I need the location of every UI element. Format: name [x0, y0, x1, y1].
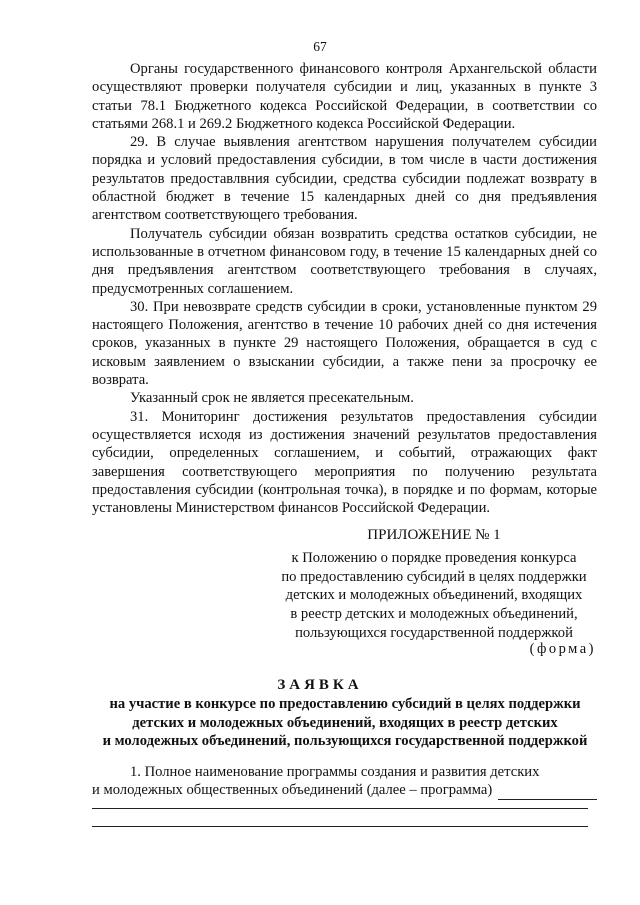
appendix-header — [270, 526, 598, 642]
paragraph-30: 30. При невозврате средств субсидии в сроки, установленные пунктом 29 настоящего Положения, агентство в течение 10 рабочих дней со дня истечения сроков, указанных в пункте 29 настоящего Положения, обращается в суд с исковым заявлением о взыскании субсидии, а также пени за просрочку ее возврата. — [92, 298, 597, 389]
item-1-text-line-2: и молодежных общественных объединений (далее – программа) — [92, 782, 493, 799]
program-name-fill-line[interactable] — [498, 785, 597, 800]
item-1-text-line-2-row — [92, 781, 597, 799]
paragraph-31: 31. Мониторинг достижения результатов предоставления субсидии осуществляется исходя из достижения значений результатов предоставления субсидии, определенных соглашением, и событий, отражающих факт завершения соответствующего мероприятия по получению результата предоставления субсидии (контрольная точка), в порядке и по формам, которые установлены Министерством финансов Российской Федерации. — [92, 408, 597, 517]
appendix-line: к Положению о порядке проведения конкурса — [291, 550, 577, 567]
application-subtitle-line: детских и молодежных объединений, входящих в реестр детских — [132, 714, 558, 731]
program-name-blank-line[interactable] — [92, 808, 588, 809]
appendix-title: ПРИЛОЖЕНИЕ № 1 — [367, 527, 501, 543]
paragraph-29: 29. В случае выявления агентством нарушения получателем субсидии порядка и условий предоставления субсидии, в том числе в части достижения результатов предоставлвния субсидии, средства субсидии подлежат возврату в областной бюджет в течение 15 календарных дней со дня предъявления агентством соответствующего требования. — [92, 134, 597, 224]
item-1-text-line-1: 1. Полное наименование программы создания и развития детских — [130, 764, 540, 780]
appendix-line: в реестр детских и молодежных объединений, — [290, 606, 578, 623]
paragraph-control: Органы государственного финансового контроля Архангельской области осуществляют проверки получателя субсидии и лиц, указанных в пункте 3 статьи 78.1 Бюджетного кодекса Российской Федерации, в соответствии со статьями 268.1 и 269.2 Бюджетного кодекса Российской Федерации. — [92, 61, 597, 132]
paragraph-term: Указанный срок не является пресекательным. — [130, 390, 414, 407]
application-subtitle-line: и молодежных объединений, пользующихся государственной поддержкой — [102, 733, 588, 749]
appendix-line: пользующихся государственной поддержкой — [295, 624, 573, 641]
application-subtitle — [88, 695, 602, 751]
application-title: ЗАЯВКА — [277, 677, 363, 693]
appendix-line: по предоставлению субсидий в целях поддержки — [281, 568, 587, 585]
application-item-1 — [92, 763, 597, 800]
paragraph-return-remainders: Получатель субсидии обязан возвратить средства остатков субсидии, не использованные в отчетном финансовом году, в течение 15 календарных дней со дня предъявления агентством соответствующего требования в случаях, предусмотренных соглашением. — [92, 225, 597, 297]
application-subtitle-line: на участие в конкурсе по предоставлению субсидий в целях поддержки — [109, 696, 581, 712]
form-label: (форма) — [529, 641, 596, 657]
program-name-blank-line[interactable] — [92, 826, 588, 827]
page-number: 67 — [313, 39, 327, 54]
appendix-line: детских и молодежных объединений, входящих — [285, 587, 583, 604]
body-text — [92, 60, 597, 517]
